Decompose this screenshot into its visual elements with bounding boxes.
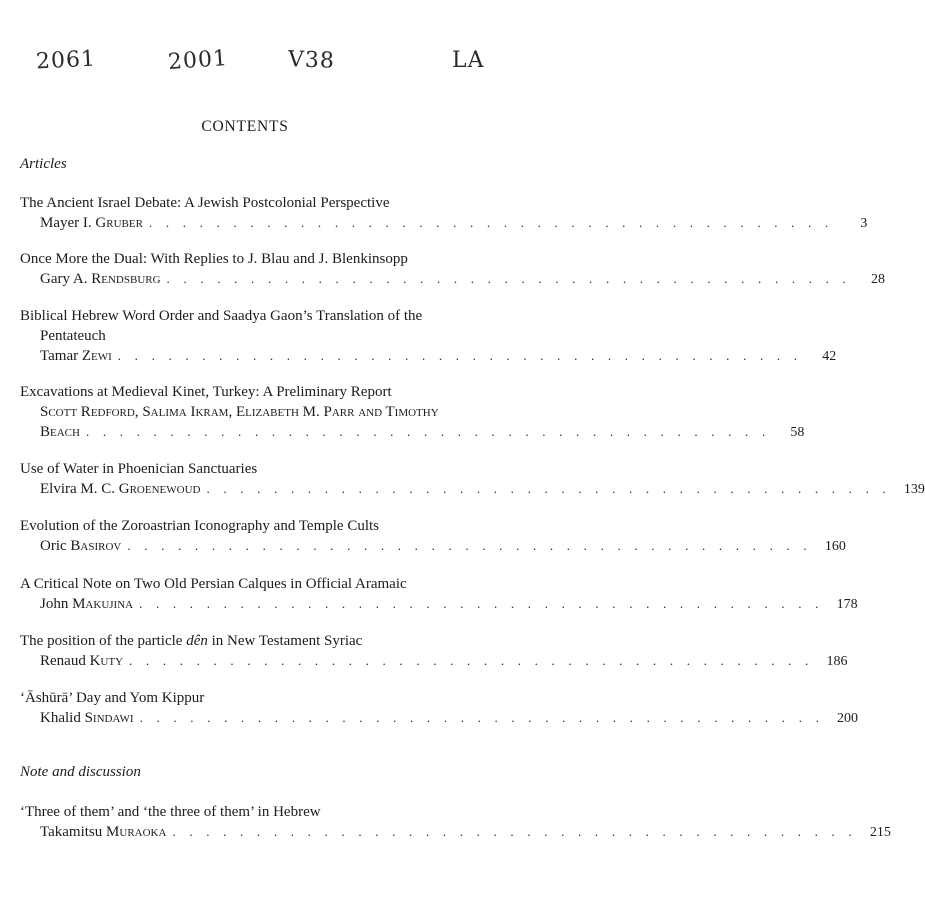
entry-page-number: 215	[869, 825, 891, 840]
dot-leader: . . . . . . . . . . . . . . . . . . . . . . . . . . . . . . . . . . . . . . . . .	[129, 653, 814, 668]
handwritten-note-4: LA	[452, 48, 485, 73]
entry-author: Beach	[40, 424, 80, 440]
entry-authors-line: Scott Redford, Salima Ikram, Elizabeth M. Parr and Timothy	[40, 404, 439, 420]
dot-leader: . . . . . . . . . . . . . . . . . . . . . . . . . . . . . . . . . . . . . . . . .	[166, 271, 851, 286]
dot-leader: . . . . . . . . . . . . . . . . . . . . . . . . . . . . . . . . . . . . . . . . .	[139, 710, 825, 725]
toc-entry	[20, 249, 885, 290]
entry-title: Evolution of the Zoroastrian Iconography and Temple Cults	[20, 518, 380, 534]
author-line	[20, 708, 859, 729]
toc-entry	[20, 193, 868, 234]
entry-title-continuation: Pentateuch	[40, 328, 106, 344]
toc-entry	[20, 574, 858, 615]
dot-leader: . . . . . . . . . . . . . . . . . . . . . . . . . . . . . . . . . . . . . . . . .	[127, 538, 812, 553]
entry-page-number: 3	[860, 216, 868, 231]
author-line	[20, 346, 837, 367]
toc-entry	[20, 459, 925, 500]
author-line	[20, 422, 805, 443]
toc-entry	[20, 306, 837, 367]
author-line	[20, 479, 925, 500]
entry-title: A Critical Note on Two Old Persian Calques in Official Aramaic	[20, 576, 407, 592]
entry-title: The Ancient Israel Debate: A Jewish Postcolonial Perspective	[20, 195, 390, 211]
toc-entry	[20, 631, 848, 672]
entry-page-number: 139	[903, 482, 925, 497]
toc-entry	[20, 382, 805, 443]
entry-author: John Makujina	[40, 596, 134, 612]
entry-page-number: 186	[826, 654, 848, 669]
toc-entry	[20, 802, 891, 843]
entry-page-number: 58	[790, 425, 805, 440]
contents-title: CONTENTS	[201, 118, 289, 135]
entry-title: ‘Āshūrā’ Day and Yom Kippur	[20, 690, 205, 706]
entry-page-number: 200	[837, 711, 859, 726]
entry-author: Mayer I. Gruber	[40, 215, 143, 231]
entry-author: Khalid Sindawi	[40, 710, 134, 726]
section-label-articles: Articles	[20, 156, 67, 172]
entry-title: Use of Water in Phoenician Sanctuaries	[20, 461, 258, 477]
entry-author: Oric Basirov	[40, 538, 122, 554]
dot-leader: . . . . . . . . . . . . . . . . . . . . . . . . . . . . . . . . . . . . . . . . .	[139, 596, 824, 611]
author-line	[20, 536, 846, 557]
entry-author: Renaud Kuty	[40, 653, 124, 669]
entry-author: Elvira M. C. Groenewoud	[40, 481, 201, 497]
handwritten-note-2: 2001	[167, 45, 229, 76]
author-line	[20, 213, 868, 234]
dot-leader: . . . . . . . . . . . . . . . . . . . . . . . . . . . . . . . . . . . . . . . . .	[148, 215, 834, 230]
toc-entry	[20, 516, 846, 557]
dot-leader: . . . . . . . . . . . . . . . . . . . . . . . . . . . . . . . . . . . . . . . . .	[172, 824, 857, 839]
entry-title: Excavations at Medieval Kinet, Turkey: A Preliminary Report	[20, 384, 392, 400]
entry-author: Gary A. Rendsburg	[40, 271, 161, 287]
author-line	[20, 651, 848, 672]
entry-page-number: 178	[836, 597, 858, 612]
toc-entry	[20, 688, 859, 729]
entry-title: Once More the Dual: With Replies to J. Blau and J. Blenkinsopp	[20, 251, 408, 267]
entry-page-number: 160	[824, 539, 846, 554]
entry-page-number: 28	[871, 272, 885, 287]
entry-title: Biblical Hebrew Word Order and Saadya Gaon’s Translation of the	[20, 308, 423, 324]
entry-author: Tamar Zewi	[40, 348, 112, 364]
dot-leader: . . . . . . . . . . . . . . . . . . . . . . . . . . . . . . . . . . . . . . . . .	[117, 348, 803, 363]
section-label-notes: Note and discussion	[20, 764, 141, 780]
author-line	[20, 822, 891, 843]
dot-leader: . . . . . . . . . . . . . . . . . . . . . . . . . . . . . . . . . . . . . . . . .	[85, 424, 771, 439]
author-line	[20, 594, 858, 615]
dot-leader: . . . . . . . . . . . . . . . . . . . . . . . . . . . . . . . . . . . . . . . . .	[206, 481, 891, 496]
handwritten-note-3: V38	[287, 47, 336, 74]
entry-title: ‘Three of them’ and ‘the three of them’ in Hebrew	[20, 804, 321, 820]
handwritten-note-1: 2061	[35, 46, 97, 75]
entry-author: Takamitsu Muraoka	[40, 824, 167, 840]
entry-page-number: 42	[822, 349, 837, 364]
author-line	[20, 269, 885, 290]
italic-particle: dên	[186, 633, 208, 649]
entry-title: The position of the particle dên in New Testament Syriac	[20, 633, 363, 649]
